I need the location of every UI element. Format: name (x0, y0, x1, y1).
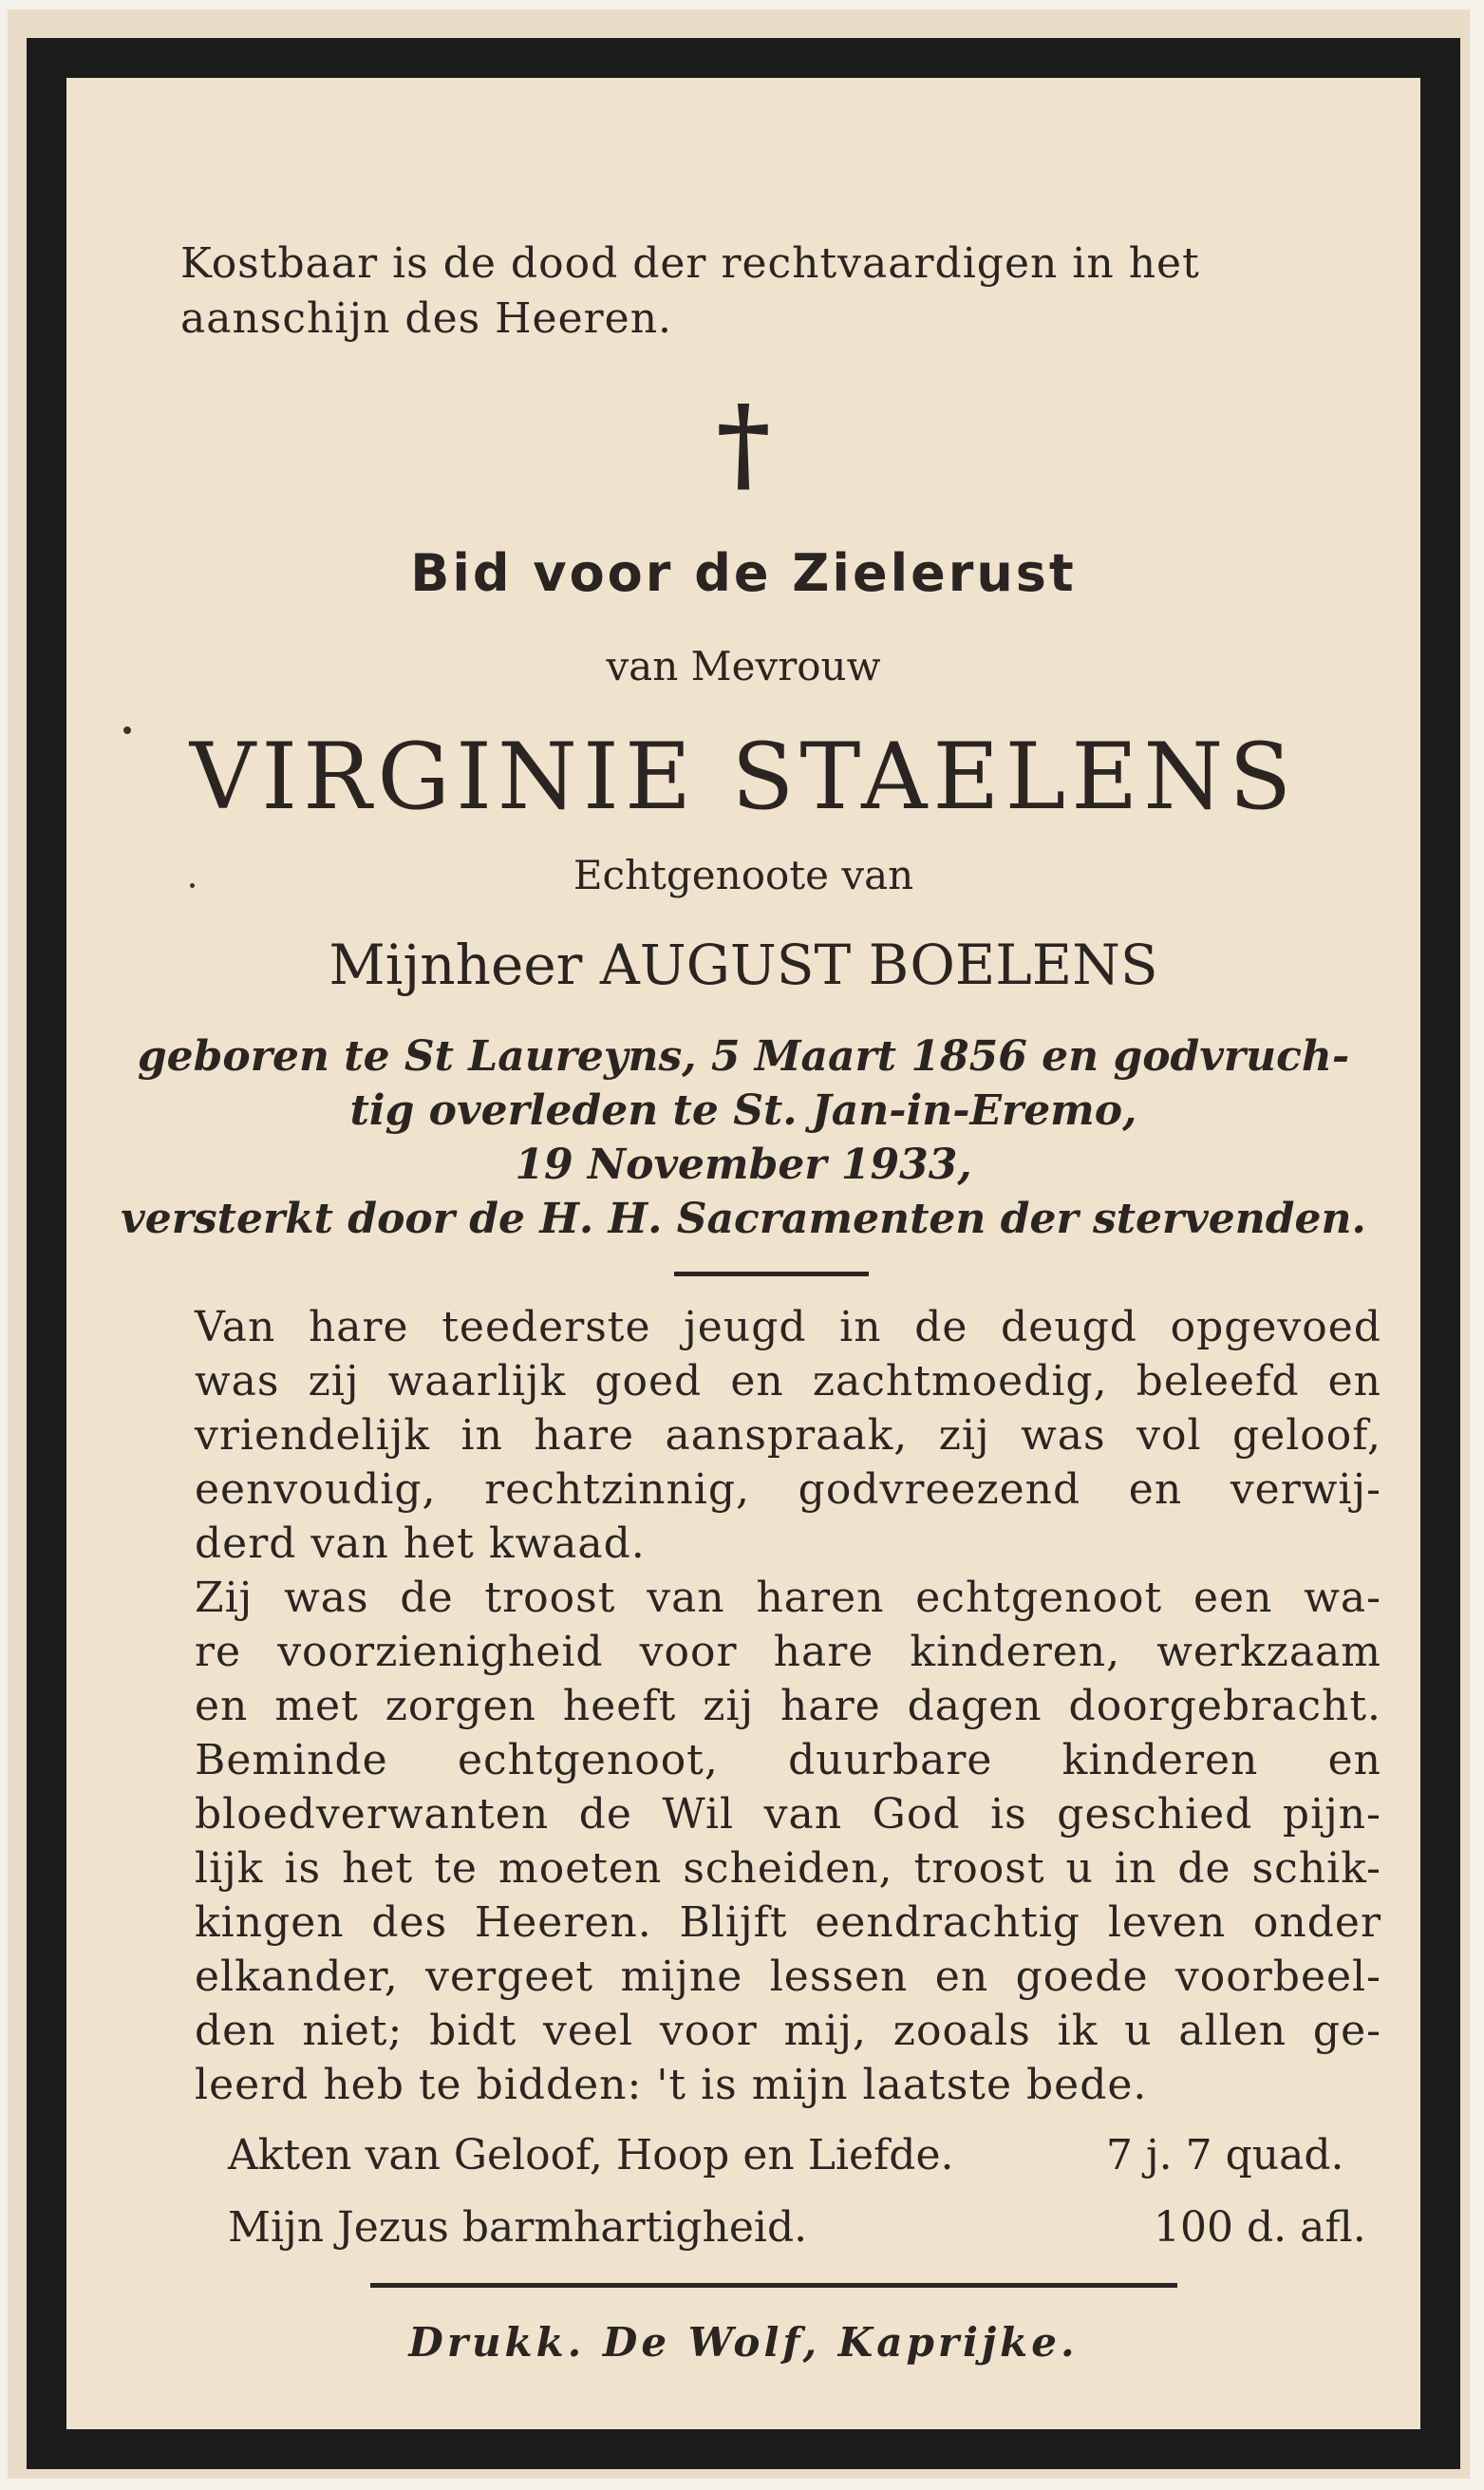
body-line: lijk is het te moeten scheiden, troost u in de schik- (195, 1844, 1381, 1893)
body-line: elkander, vergeet mijne lessen en goede voorbeel- (195, 1952, 1381, 2001)
print-speck (190, 883, 195, 888)
indulgence-value-1: 7 j. 7 quad. (1106, 2131, 1344, 2179)
body-line: bloedverwanten de Wil van God is geschied pijn- (195, 1790, 1381, 1839)
life-line-1: geboren te St Laureyns, 5 Maart 1856 en godvruch- (137, 1032, 1350, 1081)
print-speck (123, 726, 131, 734)
printer-credit: Drukk. De Wolf, Kaprijke. (408, 2319, 1079, 2366)
card-content (66, 78, 1420, 2429)
short-divider (674, 1272, 869, 1276)
life-line-4: versterkt door de H. H. Sacramenten der stervenden. (121, 1195, 1366, 1243)
spouse-name: Mijnheer AUGUST BOELENS (329, 933, 1158, 997)
indulgence-value-2: 100 d. afl. (1154, 2203, 1366, 2252)
echtgenoote-van: Echtgenoote van (573, 852, 914, 898)
body-line: kingen des Heeren. Blijft eendrachtig leven onder (195, 1898, 1381, 1947)
van-mevrouw: van Mevrouw (606, 643, 881, 689)
life-line-3: 19 November 1933, (515, 1141, 972, 1189)
body-line: Beminde echtgenoot, duurbare kinderen en (195, 1736, 1381, 1784)
memorial-card (8, 9, 1470, 2479)
mourning-border (27, 38, 1460, 2469)
body-line: was zij waarlijk goed en zachtmoedig, beleefd en (195, 1357, 1381, 1405)
bottom-divider (370, 2283, 1177, 2288)
indulgence-prayer-2: Mijn Jezus barmhartigheid. (228, 2203, 808, 2252)
body-line: re voorzienigheid voor hare kinderen, werkzaam (195, 1628, 1381, 1676)
body-line: en met zorgen heeft zij hare dagen doorgebracht. (195, 1682, 1381, 1730)
body-line: eenvoudig, rechtzinnig, godvreezend en verwij- (195, 1465, 1381, 1514)
body-line: derd van het kwaad. (195, 1519, 646, 1568)
body-line: vriendelijk in hare aanspraak, zij was vol geloof, (195, 1411, 1381, 1460)
deceased-name: VIRGINIE STAELENS (189, 724, 1298, 830)
body-line: leerd heb te bidden: 't is mijn laatste bede. (195, 2061, 1148, 2109)
prayer-heading: Bid voor de Zielerust (410, 543, 1077, 603)
cross-icon: † (716, 382, 771, 504)
epigraph-line-2: aanschijn des Heeren. (180, 294, 673, 343)
body-line: den niet; bidt veel voor mij, zooals ik u allen ge- (195, 2007, 1381, 2055)
body-line: Zij was de troost van haren echtgenoot een wa- (195, 1574, 1381, 1622)
indulgence-prayer-1: Akten van Geloof, Hoop en Liefde. (228, 2131, 954, 2179)
body-line: Van hare teederste jeugd in de deugd opgevoed (195, 1303, 1381, 1351)
epigraph-line-1: Kostbaar is de dood der rechtvaardigen in het (180, 239, 1200, 288)
life-line-2: tig overleden te St. Jan-in-Eremo, (349, 1086, 1137, 1135)
